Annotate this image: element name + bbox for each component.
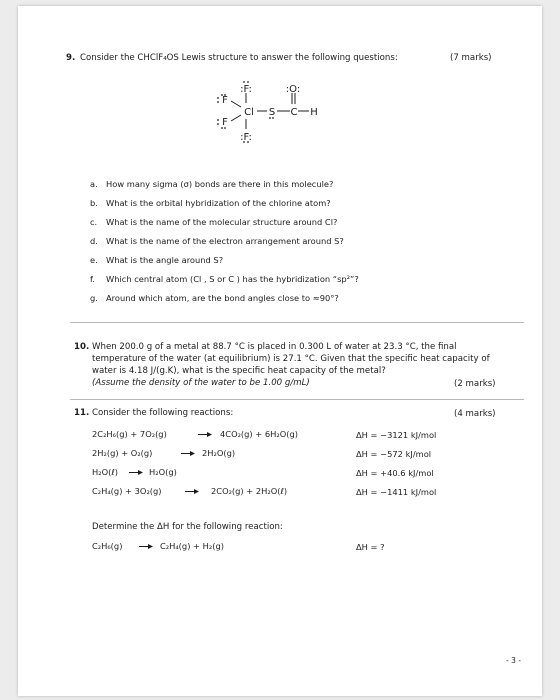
atom-c: C	[290, 107, 298, 118]
reaction-arrow-icon	[198, 431, 212, 438]
q10-line-1: When 200.0 g of a metal at 88.7 °C is placed in 0.300 L of water at 23.3 °C, the final	[92, 342, 457, 352]
q11-marks: (4 marks)	[454, 409, 496, 419]
reaction-enthalpy: ΔH = −572 kJ/mol	[356, 449, 432, 459]
q9-item-letter: c.	[90, 217, 98, 227]
reaction-arrow-icon	[185, 488, 199, 495]
q11-number: 11.	[74, 408, 90, 418]
atom-f-bottom: :F:	[240, 132, 252, 143]
reaction-products: 2H₂O(g)	[202, 448, 236, 458]
reaction-products: H₂O(g)	[149, 467, 177, 477]
q9-item-text: How many sigma (σ) bonds are there in this molecule?	[106, 179, 334, 189]
q10-marks: (2 marks)	[454, 379, 496, 389]
q9-item-letter: b.	[90, 198, 98, 208]
reaction-arrow-icon	[181, 450, 195, 457]
reaction-reactants: H₂O(ℓ)	[92, 467, 118, 477]
atom-h: H	[310, 107, 318, 118]
q9-item-letter: a.	[90, 179, 98, 189]
reaction-enthalpy: ΔH = −1411 kJ/mol	[356, 487, 437, 497]
page-number: - 3 -	[506, 656, 521, 665]
q10-line-2: temperature of the water (at equilibrium) is 27.1 °C. Given that the specific heat capacity of	[92, 354, 490, 364]
target-reaction-reactants: C₂H₆(g)	[92, 541, 123, 551]
reaction-reactants: C₂H₄(g) + 3O₂(g)	[92, 486, 162, 496]
reaction-arrow-icon	[129, 469, 143, 476]
q11-determine: Determine the ΔH for the following reaction:	[92, 522, 283, 532]
bond-cl-f-left-upper	[231, 101, 241, 107]
reaction-reactants: 2H₂(g) + O₂(g)	[92, 448, 153, 458]
target-reaction-products: C₂H₄(g) + H₂(g)	[160, 541, 224, 551]
section-divider	[70, 399, 524, 400]
lewis-structure-diagram	[213, 76, 343, 158]
q9-item-text: What is the orbital hybridization of the chlorine atom?	[106, 198, 331, 208]
q9-item-letter: f.	[90, 274, 95, 284]
atom-f-top: :F:	[240, 84, 252, 95]
target-reaction-enthalpy: ΔH = ?	[356, 542, 385, 552]
bond-cl-f-left-lower	[231, 115, 241, 121]
atom-f-left-lower: F	[222, 117, 228, 128]
reaction-products: 4CO₂(g) + 6H₂O(g)	[220, 429, 299, 439]
reaction-enthalpy: ΔH = +40.6 kJ/mol	[356, 468, 434, 478]
atom-s: S	[268, 107, 276, 118]
q10-number: 10.	[74, 342, 90, 352]
reaction-enthalpy: ΔH = −3121 kJ/mol	[356, 430, 437, 440]
q9-marks: (7 marks)	[450, 53, 492, 63]
reaction-products: 2CO₂(g) + 2H₂O(ℓ)	[211, 486, 288, 496]
q9-item-text: Which central atom (Cl , S or C ) has the hybridization “sp²”?	[106, 274, 359, 284]
reaction-reactants: 2C₂H₆(g) + 7O₂(g)	[92, 429, 167, 439]
q9-item-letter: e.	[90, 255, 98, 265]
reaction-arrow-icon	[139, 543, 153, 550]
q9-item-text: What is the angle around S?	[106, 255, 224, 265]
atom-cl: Cl	[244, 107, 254, 118]
q9-item-letter: g.	[90, 293, 98, 303]
q9-number: 9.	[66, 53, 76, 63]
atom-o-top: :O:	[285, 84, 301, 95]
atom-f-left-upper: F	[222, 95, 228, 106]
q9-item-text: What is the name of the electron arrangement around S?	[106, 236, 344, 246]
q9-prompt: Consider the CHClF₄OS Lewis structure to answer the following questions:	[80, 53, 398, 63]
q11-prompt: Consider the following reactions:	[92, 408, 234, 418]
q10-note: (Assume the density of the water to be 1.00 g/mL)	[92, 378, 310, 388]
q9-item-letter: d.	[90, 236, 98, 246]
worksheet-page	[18, 6, 542, 696]
q9-item-text: What is the name of the molecular structure around Cl?	[106, 217, 338, 227]
section-divider	[70, 322, 524, 323]
q10-line-3: water is 4.18 J/(g.K), what is the specific heat capacity of the metal?	[92, 366, 386, 376]
q9-item-text: Around which atom, are the bond angles close to ≈90°?	[106, 293, 339, 303]
